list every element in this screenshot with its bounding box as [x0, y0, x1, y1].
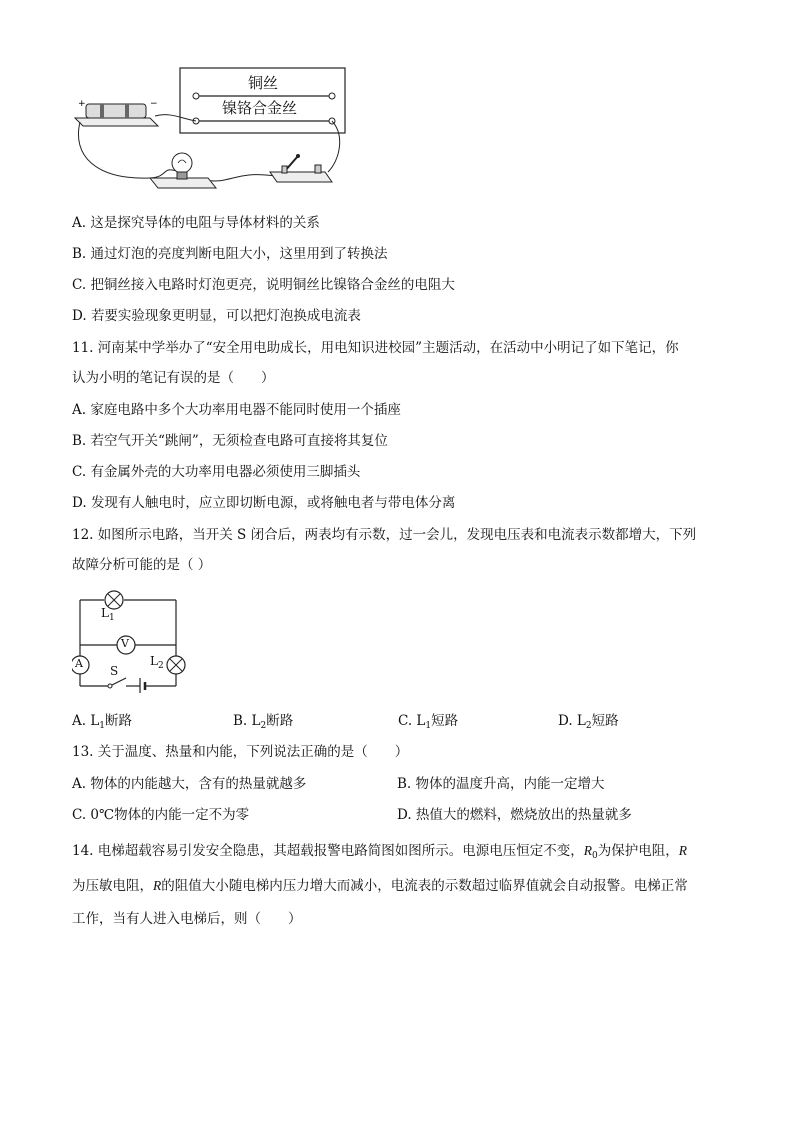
q11-option-a: A. 家庭电路中多个大功率用电器不能同时使用一个插座: [72, 402, 401, 418]
q11-stem-line2: 认为小明的笔记有误的是（ ）: [72, 370, 275, 386]
q11-option-c: C. 有金属外壳的大功率用电器必须使用三脚插头: [72, 464, 361, 480]
q11-option-d: D. 发现有人触电时，应立即切断电源，或将触电者与带电体分离: [72, 495, 456, 511]
q10-option-d: D. 若要实验现象更明显，可以把灯泡换成电流表: [72, 308, 361, 324]
l2-label: $L_2$: [150, 654, 164, 671]
l1-label: $L_1$: [101, 606, 115, 623]
q12-option-d: D. $L_2$短路: [558, 713, 619, 731]
lamp-icon: [150, 153, 216, 188]
voltmeter-label: V: [121, 637, 129, 650]
q11-option-b: B. 若空气开关“跳闸”，无须检查电路可直接将其复位: [72, 433, 388, 449]
q12-stem-line2: 故障分析可能的是（ ）: [72, 557, 212, 573]
q12-option-a: A. $L_1$断路: [72, 713, 133, 731]
ammeter-label: A: [75, 657, 83, 670]
q10-option-c: C. 把铜丝接入电路时灯泡更亮，说明铜丝比镍铬合金丝的电阻大: [72, 277, 455, 293]
q11-stem-line1: 11. 河南某中学举办了“安全用电助成长，用电知识进校园”主题活动，在活动中小明记了如下笔记，你: [72, 340, 679, 356]
svg-text:−: −: [150, 99, 158, 109]
q14-line3: 工作，当有人进入电梯后，则（ ）: [72, 911, 302, 927]
q13-option-b: B. 物体的温度升高，内能一定增大: [397, 776, 605, 792]
switch-label: S: [110, 664, 119, 678]
copper-wire-label: 铜丝: [248, 74, 279, 92]
q10-circuit-figure: [70, 60, 360, 200]
knife-switch-icon: [270, 154, 332, 182]
q13-option-d: D. 热值大的燃料，燃烧放出的热量就多: [397, 807, 632, 823]
q12-circuit-diagram: [72, 588, 192, 693]
q13-option-c: C. 0℃物体的内能一定不为零: [72, 807, 250, 823]
q14-line2: 为压敏电阻，R的阻值大小随电梯内压力增大而减小，电流表的示数超过临界值就会自动报警。电梯正常: [72, 878, 688, 894]
q12-option-b: B. $L_2$断路: [233, 713, 294, 731]
q13-option-a: A. 物体的内能越大，含有的热量就越多: [72, 776, 307, 792]
lamp-l2-icon: [167, 656, 185, 674]
battery-icon: [75, 99, 158, 126]
q10-option-a: A. 这是探究导体的电阻与导体材料的关系: [72, 215, 320, 231]
q12-stem-line1: 12. 如图所示电路，当开关 S 闭合后，两表均有示数，过一会儿，发现电压表和电流表示数都增大，下列: [72, 527, 697, 543]
switch-s-icon: [108, 678, 126, 688]
battery-cell-icon: [140, 678, 145, 693]
q13-stem: 13. 关于温度、热量和内能，下列说法正确的是（ ）: [72, 744, 409, 760]
q14-line1: 14. 电梯超载容易引发安全隐患，其超载报警电路简图如图所示。电源电压恒定不变，$R_0$为保护电阻，R: [72, 843, 687, 861]
q12-option-c: C. $L_1$短路: [398, 713, 459, 731]
svg-text:+: +: [78, 99, 86, 109]
nichrome-wire-label: 镍铬合金丝: [222, 99, 298, 117]
q10-option-b: B. 通过灯泡的亮度判断电阻大小，这里用到了转换法: [72, 246, 388, 262]
